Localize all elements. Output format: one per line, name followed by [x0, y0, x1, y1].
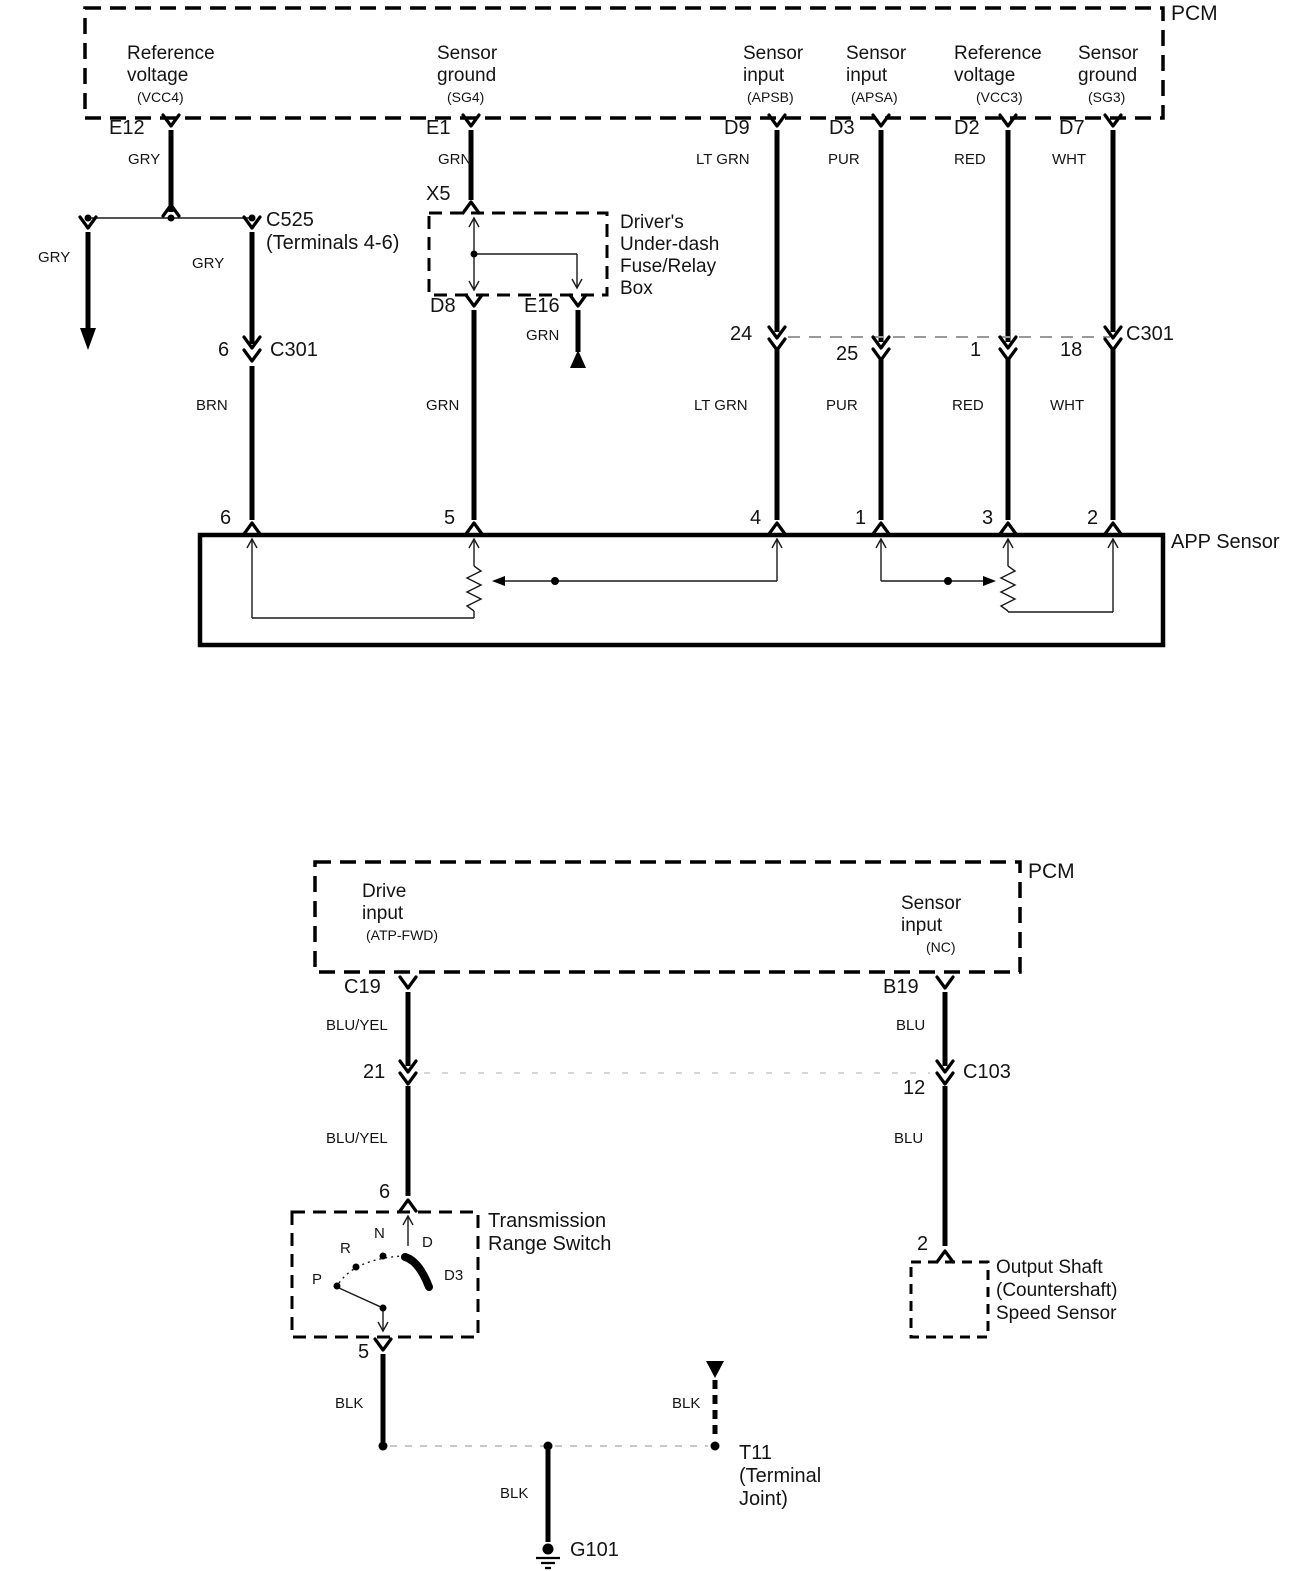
output-shaft-sensor-box	[911, 1262, 988, 1337]
wire-color-blu-1: BLU	[896, 1017, 926, 1034]
c301-pin-1: 1	[970, 339, 982, 361]
pcm-fn-atpfwd-line2: input	[362, 903, 404, 924]
app-pin-5: 5	[444, 507, 456, 529]
pcm-fn-apsb-line1: Sensor	[743, 43, 804, 64]
pcm-fn-apsb-line2: input	[743, 65, 785, 86]
pin-e12: E12	[109, 117, 145, 139]
app-pin-3: 3	[982, 507, 994, 529]
app-sensor-label: APP Sensor	[1171, 531, 1280, 553]
wire-color-bluyel-1: BLU/YEL	[326, 1017, 388, 1034]
pin-d7: D7	[1059, 117, 1085, 139]
pin-d2: D2	[954, 117, 980, 139]
fuse-internal-lines	[474, 218, 577, 290]
t11-label-1: T11	[739, 1442, 772, 1464]
oss-label-3: Speed Sensor	[996, 1303, 1117, 1324]
oss-pin-2: 2	[917, 1233, 929, 1255]
wire-color-pur-2: PUR	[826, 397, 858, 414]
fuse-box-label-4: Box	[620, 278, 653, 299]
up-triangle-icon	[570, 350, 586, 368]
app-pin-4: 4	[750, 507, 762, 529]
pcm-bottom-label: PCM	[1028, 860, 1075, 883]
connector-chevrons-down	[80, 115, 1121, 1350]
pin-d8: D8	[430, 295, 456, 317]
wire-color-pur: PUR	[828, 151, 860, 168]
trs-pos-p: P	[312, 1271, 323, 1288]
wire-color-red-2: RED	[952, 397, 984, 414]
wire-color-bluyel-2: BLU/YEL	[326, 1130, 388, 1147]
trs-pos-r: R	[340, 1240, 351, 1257]
pcm-fn-atpfwd-sub: (ATP-FWD)	[366, 927, 439, 943]
connector-chevrons-up	[163, 202, 1121, 1262]
trs-pos-d: D	[422, 1234, 433, 1251]
down-arrow-icon	[706, 1361, 724, 1378]
connector-c525-sub: (Terminals 4-6)	[266, 232, 400, 254]
app-sensor-box	[200, 535, 1163, 645]
pcm-fn-nc-line2: input	[901, 915, 943, 936]
wire-color-grn-d8: GRN	[426, 397, 460, 414]
c103-pin-12: 12	[903, 1077, 926, 1099]
fuse-box-label-3: Fuse/Relay	[620, 256, 717, 277]
fuse-box-label-2: Under-dash	[620, 234, 720, 255]
pcm-fn-nc-line1: Sensor	[901, 893, 962, 914]
pin-e16: E16	[524, 295, 560, 317]
connector-c301-right: C301	[1126, 323, 1174, 345]
trs-pin-6: 6	[379, 1181, 391, 1203]
wire-color-wht-2: WHT	[1050, 397, 1085, 414]
c301-pin-25: 25	[836, 343, 859, 365]
wire-color-grn: GRN	[438, 151, 472, 168]
wire-color-gry-2: GRY	[192, 255, 225, 272]
pcm-fn-apsb-sub: (APSB)	[747, 89, 794, 105]
c301-pin-24: 24	[730, 323, 753, 345]
pin-e1: E1	[426, 117, 451, 139]
pin-d9: D9	[724, 117, 750, 139]
pcm-fn-vcc4-line1: Reference	[127, 43, 215, 64]
c301-pin-6: 6	[218, 339, 230, 361]
t11-label-3: Joint)	[739, 1488, 788, 1510]
connector-c103: C103	[963, 1061, 1011, 1083]
pcm-fn-apsa-line2: input	[846, 65, 888, 86]
pcm-fn-sg3-line1: Sensor	[1078, 43, 1139, 64]
wire-color-brn: BRN	[196, 397, 228, 414]
connector-c301-left: C301	[270, 339, 318, 361]
pin-d3: D3	[829, 117, 855, 139]
wire-color-ltgrn: LT GRN	[696, 151, 750, 168]
trs-title-2: Range Switch	[488, 1233, 612, 1255]
ground-g101-label: G101	[570, 1539, 619, 1561]
pcm-fn-vcc3-sub: (VCC3)	[976, 89, 1023, 105]
pcm-fn-apsa-sub: (APSA)	[851, 89, 898, 105]
c301-pin-18: 18	[1060, 339, 1083, 361]
pcm-fn-vcc4-line2: voltage	[127, 65, 189, 86]
pcm-fn-sg4-sub: (SG4)	[447, 89, 485, 105]
app-pin-6: 6	[220, 507, 232, 529]
pcm-fn-apsa-line1: Sensor	[846, 43, 907, 64]
wire-color-gry-stub: GRY	[38, 249, 71, 266]
pcm-fn-sg3-line2: ground	[1078, 65, 1138, 86]
trs-title-1: Transmission	[488, 1210, 607, 1232]
c103-pin-21: 21	[363, 1061, 386, 1083]
pin-x5: X5	[426, 183, 451, 205]
app-pin-1: 1	[855, 507, 867, 529]
wire-color-ltgrn-2: LT GRN	[694, 397, 748, 414]
pcm-fn-vcc4-sub: (VCC4)	[137, 89, 184, 105]
app-sensor-internals	[247, 539, 1118, 618]
pcm-top-label: PCM	[1171, 2, 1218, 25]
wire-color-red: RED	[954, 151, 986, 168]
trs-pos-d3: D3	[444, 1267, 464, 1284]
pcm-fn-vcc3-line2: voltage	[954, 65, 1016, 86]
pcm-fn-sg3-sub: (SG3)	[1088, 89, 1126, 105]
pin-c19: C19	[344, 976, 381, 998]
wire-color-gry: GRY	[128, 151, 161, 168]
pcm-fn-vcc3-line1: Reference	[954, 43, 1042, 64]
wire-color-blu-2: BLU	[894, 1130, 924, 1147]
oss-label-2: (Countershaft)	[996, 1280, 1118, 1301]
pin-b19: B19	[883, 976, 919, 998]
wire-color-wht: WHT	[1052, 151, 1087, 168]
app-pin-2: 2	[1087, 507, 1099, 529]
pcm-fn-nc-sub: (NC)	[926, 939, 956, 955]
trs-pos-n: N	[374, 1225, 385, 1242]
trs-pin-5: 5	[358, 1341, 370, 1363]
ground-symbol-g101	[536, 1544, 560, 1569]
wire-color-blk-right: BLK	[672, 1395, 701, 1412]
wire-color-blk-left: BLK	[335, 1395, 364, 1412]
oss-label-1: Output Shaft	[996, 1257, 1103, 1278]
t11-label-2: (Terminal	[739, 1465, 822, 1487]
wire-color-blk-center: BLK	[500, 1485, 529, 1502]
pcm-fn-sg4-line2: ground	[437, 65, 497, 86]
connector-c525: C525	[266, 209, 314, 231]
pcm-fn-atpfwd-line1: Drive	[362, 881, 407, 902]
wire-color-grn-e16: GRN	[526, 327, 560, 344]
pcm-fn-sg4-line1: Sensor	[437, 43, 498, 64]
down-arrow-icon	[80, 328, 96, 350]
fuse-box-label-1: Driver's	[620, 212, 684, 233]
